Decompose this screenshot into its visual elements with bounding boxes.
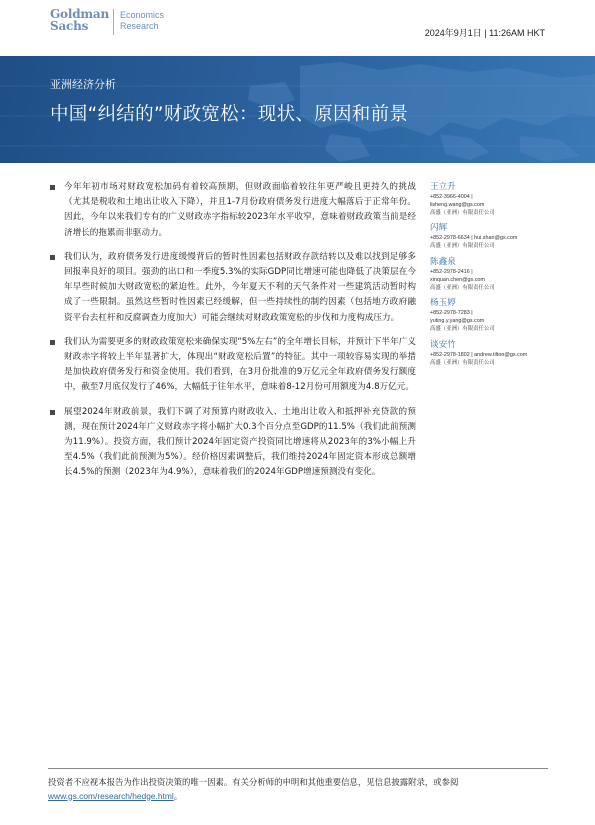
series-label: 亚洲经济分析 [50,78,116,91]
logo-line-1: Goldman [50,7,109,21]
analyst-phone: +852-2978-7283 | [430,310,473,317]
analyst-firm: 高盛（亚洲）有限责任公司 [430,243,495,250]
analyst-name: 陈鑫泉 [430,256,456,267]
bullet-text: 我们认为，政府债务发行进度缓慢背后的暂时性因素包括财政存款结转以及难以找到足够多回报率良好的项目。强劲的出口和一季度5.3%的实际GDP同比增速可能也降低了决策层在今年早些时候加大财政宽松的紧迫性。此外，今年夏天不利的天气条件对一些建筑活动暂时构成了一些限制。虽然这些暂时性因素已经缓解，但一些持续性的制约因素（包括地方政府融资平台去杠杆和反腐调查力度加大）可能会继续对财政政策宽松的步伐和力度构成压力。 [64,251,416,323]
analyst-phone-email[interactable]: +852-2978-6634 | hui.shan@gs.com [430,235,518,242]
bullet-paragraph [48,335,416,396]
logo-wordmark [50,8,109,32]
analyst-card [430,222,555,251]
title-banner [0,56,595,163]
analyst-card [430,181,555,217]
analyst-name: 谈安竹 [430,339,456,350]
analyst-firm: 高盛（亚洲）有限责任公司 [430,359,495,366]
disclosure-text: 投资者不应视本报告为作出投资决策的唯一因素。有关分析师的申明和其他重要信息，见信息披露附录，或参阅 [48,777,459,787]
report-title: 中国“纠结的”财政宽松：现状、原因和前景 [50,104,409,125]
bullet-square-icon [50,255,55,260]
analyst-sidebar [430,181,555,372]
disclosure-tail: 。 [173,790,183,801]
analyst-email[interactable]: yuting.y.yang@gs.com [430,318,485,325]
disclosure-footer [48,776,548,803]
report-header [0,0,595,56]
logo-divider [113,9,114,35]
analyst-firm: 高盛（亚洲）有限责任公司 [430,325,495,332]
bullet-square-icon [50,410,55,415]
logo-line-2: Sachs [50,19,89,33]
bullet-square-icon [50,185,55,190]
bullet-text: 今年年初市场对财政宽松加码有着较高预期，但财政面临着较往年更严峻且更持久的挑战（尤其是税收和土地出让收入下降），并且1-7月份政府债务发行进度大幅落后于正常年份。因此，今年以来我们专有的广义财政赤字指标较2023年水平收窄，意味着财政政策当前是经济增长的拖累而非驱动力。 [64,182,416,238]
publish-datetime: 2024年9月1日 | 11:26AM HKT [424,28,545,38]
disclosure-link[interactable]: www.gs.com/research/hedge.html [48,790,174,801]
analyst-firm: 高盛（亚洲）有限责任公司 [430,209,495,216]
analyst-email[interactable]: xinquan.chen@gs.com [430,276,485,283]
goldman-sachs-logo [50,8,170,38]
bullet-paragraph [48,180,416,241]
bullet-square-icon [50,340,55,345]
bullet-text: 我们认为需要更多的财政政策宽松来确保实现“5%左右”的全年增长目标，并预计下半年广义财政赤字将较上半年显著扩大，体现出“财政宽松后置”的特征。其中一项较容易实现的举措是加快政府债务发行和资金使用。我们看到，在3月份批准的9万亿元全年政府债务发行额度中，截至7月底仅发行了46%，大幅低于往年水平，意味着8-12月份可用额度为4.8万亿元。 [64,336,416,393]
summary-bullets [48,180,416,490]
division-line-1: Economics [120,10,165,20]
analyst-phone: +852-3966-4004 | [430,194,473,200]
analyst-name: 王立升 [430,182,456,192]
analyst-card [430,339,555,368]
analyst-card [430,256,555,292]
analyst-firm: 高盛（亚洲）有限责任公司 [430,284,495,291]
analyst-email[interactable]: lisheng.wang@gs.com [430,201,485,208]
analyst-card [430,297,555,333]
analyst-phone-email[interactable]: +852-2978-1802 | andrew.tilton@gs.com [430,351,528,358]
analyst-phone: +852-2978-2416 | [430,268,473,275]
bullet-paragraph [48,405,416,481]
analyst-name: 杨玉婷 [430,298,456,309]
bullet-paragraph [48,250,416,326]
footer-divider [48,768,548,769]
division-line-2: Research [120,21,159,31]
bullet-text: 展望2024年财政前景，我们下调了对预算内财政收入、土地出让收入和抵押补充贷款的预测，现在预计2024年广义财政赤字将小幅扩大0.3个百分点至GDP的11.5%（我们此前预测为11.9%）。投资方面，我们预计2024年固定资产投资同比增速将从2023年的3%小幅上升至4.5%（我们此前预测为5%）。经价格因素调整后，我们维持2024年固定资本形成总额增长4.5%的预测（2023年为4.9%），意味着我们的2024年GDP增速预测没有变化。 [64,406,416,478]
division-label [120,10,164,32]
analyst-name: 闪辉 [430,223,448,234]
